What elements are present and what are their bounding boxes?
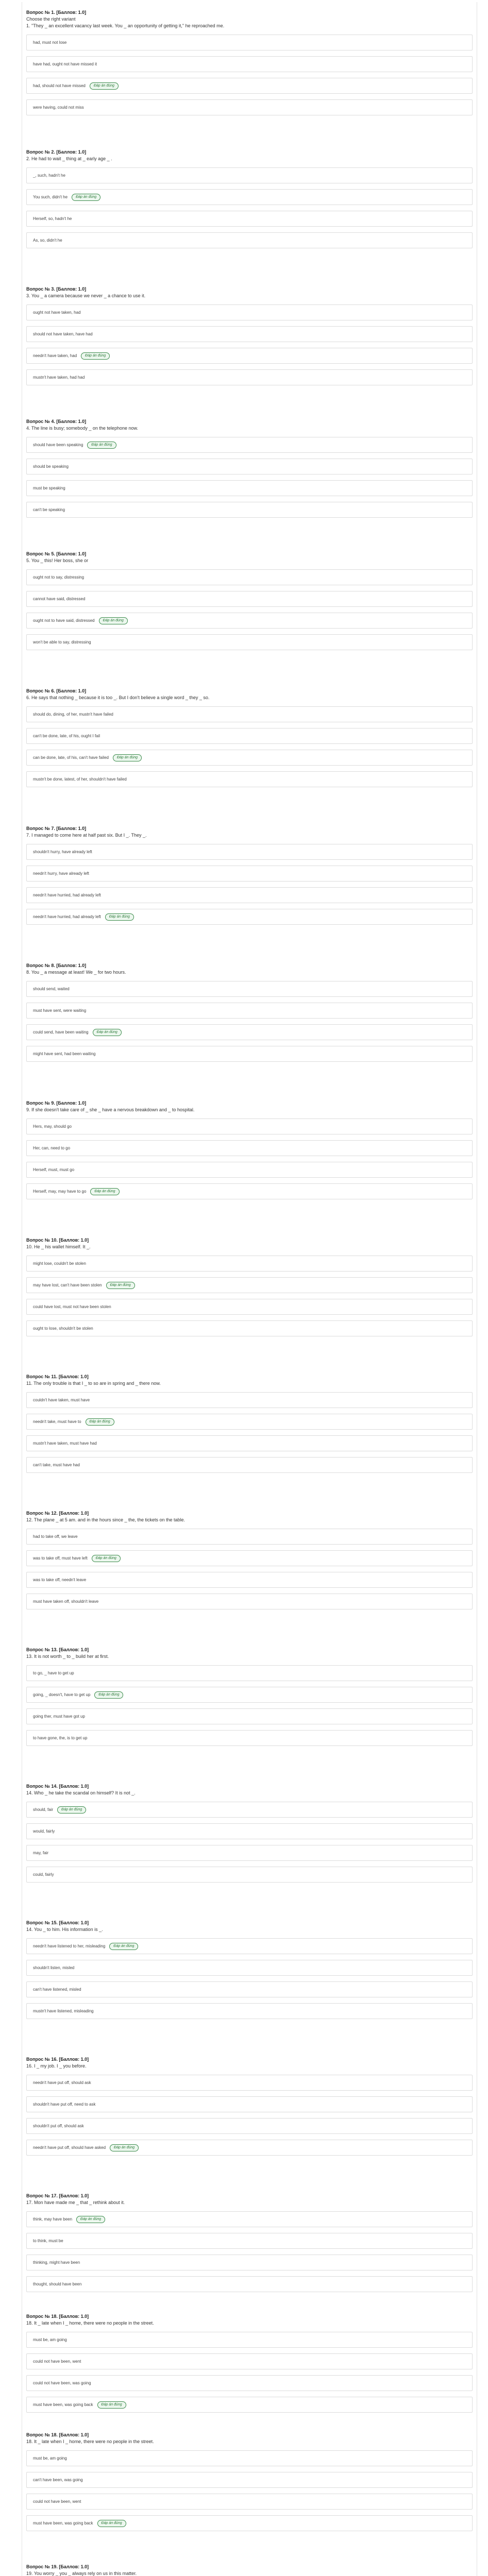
answer-option-text: shouldn't hurry, have already left [33, 850, 92, 854]
answer-options [26, 1256, 473, 1336]
answer-option[interactable] [26, 2096, 473, 2112]
answer-option[interactable] [26, 887, 473, 903]
answer-option[interactable] [26, 1414, 473, 1430]
question-title: Вопрос № 13. [Баллов: 1.0] [26, 1647, 89, 1652]
answer-option[interactable] [26, 1981, 473, 1997]
answer-options [26, 1392, 473, 1473]
question-block [22, 1370, 477, 1479]
correct-answer-badge: Đáp án đúng [72, 194, 100, 201]
answer-option-text: should, fair [33, 1807, 54, 1812]
correct-answer-badge: Đáp án đúng [87, 442, 116, 449]
answer-options [26, 167, 473, 248]
correct-answer-badge: Đáp án đúng [113, 754, 142, 761]
answer-option[interactable] [26, 569, 473, 585]
answer-option[interactable] [26, 1960, 473, 1976]
question-block [22, 1234, 477, 1342]
question-text: 13. It is not worth _ to _ build her at first. [26, 1654, 109, 1659]
correct-answer-badge: Đáp án đúng [76, 2216, 105, 2223]
answer-option-text: might have sent, had been waiting [33, 1052, 96, 1056]
answer-option-text: needn't have put off, should ask [33, 2080, 91, 2085]
answer-option-text: can't have listened, misled [33, 1987, 81, 1992]
question-block [22, 2053, 477, 2161]
answer-option[interactable] [26, 99, 473, 115]
correct-answer-badge: Đáp án đúng [97, 2520, 126, 2527]
question-title: Вопрос № 3. [Баллов: 1.0] [26, 286, 87, 292]
answer-option-text: must be, am going [33, 2456, 67, 2461]
answer-option[interactable] [26, 2450, 473, 2466]
question-text: 10. He _ his wallet himself. It _. [26, 1244, 91, 1249]
answer-option-text: mustn't have listened, misleading [33, 2009, 94, 2013]
answer-option-text: to have gone, the, is to get up [33, 1736, 88, 1740]
answer-option[interactable] [26, 1435, 473, 1451]
question-title: Вопрос № 5. [Баллов: 1.0] [26, 551, 87, 556]
answer-option[interactable] [26, 2140, 473, 2156]
question-block [22, 548, 477, 656]
answer-option[interactable] [26, 771, 473, 787]
answer-option[interactable] [26, 1867, 473, 1883]
question-text: 9. If she doesn't take care of _ she _ have a nervous breakdown and _ to hospital. [26, 1107, 195, 1112]
answer-option[interactable] [26, 844, 473, 860]
answer-options [26, 2450, 473, 2531]
answer-option[interactable] [26, 2515, 473, 2531]
correct-answer-badge: Đáp án đúng [86, 1418, 114, 1426]
answer-option-text: cannot have said, distressed [33, 597, 86, 601]
quiz-panel [22, 2, 477, 2576]
answer-option[interactable] [26, 369, 473, 385]
question-title: Вопрос № 12. [Баллов: 1.0] [26, 1511, 89, 1516]
answer-option[interactable] [26, 1550, 473, 1566]
answer-option-text: can't be done, late, of his, ought I fail [33, 734, 100, 738]
answer-option-text: must be speaking [33, 486, 65, 490]
answer-option[interactable] [26, 1140, 473, 1156]
answer-option-text: needn't have put off, should have asked [33, 2145, 106, 2150]
correct-answer-badge: Đáp án đúng [106, 1282, 135, 1289]
answer-option-text: can be done, late, of his, can't have failed [33, 755, 109, 760]
correct-answer-badge: Đáp án đúng [93, 1029, 122, 1036]
answer-option[interactable] [26, 167, 473, 183]
answer-option-text: Hers, may, should go [33, 1124, 72, 1129]
answer-option-text: thinking, might have been [33, 2260, 80, 2265]
answer-option-text: needn't take, must have to [33, 1419, 81, 1424]
answer-option-text: shouldn't have put off, need to ask [33, 2102, 96, 2107]
answer-option[interactable] [26, 1003, 473, 1019]
answer-option-text: mustn't be done, latest, of her, shouldn't have failed [33, 777, 127, 782]
answer-options [26, 35, 473, 115]
question-text: 14. Who _ he take the scandal on himself? It is not _. [26, 1790, 136, 1795]
answer-options [26, 1665, 473, 1746]
answer-option-text: needn't have taken, had [33, 353, 77, 358]
answer-options [26, 1118, 473, 1199]
answer-option[interactable] [26, 2494, 473, 2510]
answer-option-text: must have been, was going back [33, 2521, 93, 2526]
answer-option[interactable] [26, 1845, 473, 1861]
answer-option-text: must have been, was going back [33, 2402, 93, 2407]
answer-option-text: could have lost, must not have been stolen [33, 1304, 111, 1309]
question-title: Вопрос № 8. [Баллов: 1.0] [26, 963, 87, 968]
answer-option-text: mustn't have taken, must have had [33, 1441, 97, 1446]
answer-option[interactable] [26, 1687, 473, 1703]
question-block [22, 2310, 477, 2418]
question-title: Вопрос № 18. [Баллов: 1.0] [26, 2314, 89, 2319]
answer-option[interactable] [26, 613, 473, 629]
answer-option[interactable] [26, 2118, 473, 2134]
answer-option[interactable] [26, 2233, 473, 2249]
answer-options [26, 304, 473, 385]
question-title: Вопрос № 19. [Баллов: 1.0] [26, 2564, 89, 2569]
answer-option-text: thought, should have been [33, 2282, 82, 2286]
question-block [22, 1507, 477, 1615]
answer-option[interactable] [26, 1457, 473, 1473]
answer-option[interactable] [26, 2276, 473, 2292]
answer-options [26, 2332, 473, 2413]
answer-options [26, 706, 473, 787]
correct-answer-badge: Đáp án đúng [94, 1691, 123, 1699]
question-title: Вопрос № 17. [Баллов: 1.0] [26, 2193, 89, 2198]
answer-option[interactable] [26, 459, 473, 474]
question-block [22, 1643, 477, 1752]
answer-option[interactable] [26, 1183, 473, 1199]
answer-option[interactable] [26, 2332, 473, 2348]
answer-option-text: had, should not have missed [33, 83, 86, 88]
answer-option[interactable] [26, 2472, 473, 2488]
answer-options [26, 844, 473, 925]
question-block [22, 822, 477, 930]
answer-option-text: should not have taken, have had [33, 332, 93, 336]
answer-option-text: shouldn't listen, misled [33, 1965, 75, 1970]
answer-option[interactable] [26, 1277, 473, 1293]
question-title: Вопрос № 9. [Баллов: 1.0] [26, 1100, 87, 1106]
answer-option[interactable] [26, 189, 473, 205]
answer-option-text: have had, ought not have missed it [33, 62, 97, 66]
answer-option-text: was to take off, must have left [33, 1556, 88, 1561]
answer-option[interactable] [26, 1572, 473, 1588]
question-text: 8. You _ a message at least! We _ for two hours. [26, 970, 126, 975]
answer-option[interactable] [26, 1802, 473, 1818]
question-text: 17. Mon have made me _ that _ rethink about it. [26, 2200, 125, 2205]
answer-option[interactable] [26, 502, 473, 518]
answer-option[interactable] [26, 437, 473, 453]
answer-option[interactable] [26, 1730, 473, 1746]
answer-option-text: won't be able to say, distressing [33, 640, 91, 645]
answer-option[interactable] [26, 750, 473, 766]
answer-option-text: Herself, must, must go [33, 1167, 75, 1172]
correct-answer-badge: Đáp án đúng [92, 1555, 121, 1562]
answer-option[interactable] [26, 304, 473, 320]
question-block [22, 2190, 477, 2298]
question-title: Вопрос № 18. [Баллов: 1.0] [26, 2432, 89, 2437]
question-title: Вопрос № 1. [Баллов: 1.0] [26, 10, 87, 15]
answer-option[interactable] [26, 2375, 473, 2391]
answer-option-text: can't have been, was going [33, 2478, 83, 2482]
answer-option-text: could, fairly [33, 1872, 54, 1877]
answer-option[interactable] [26, 591, 473, 607]
answer-option[interactable] [26, 866, 473, 882]
answer-option[interactable] [26, 1823, 473, 1839]
answer-options [26, 1529, 473, 1609]
correct-answer-badge: Đáp án đúng [90, 82, 119, 90]
answer-option[interactable] [26, 1024, 473, 1040]
question-title: Вопрос № 15. [Баллов: 1.0] [26, 1920, 89, 1925]
question-block [22, 1917, 477, 2025]
answer-option-text: going, _ doesn't, have to get up [33, 1692, 91, 1697]
question-text: 5. You _ this! Her boss, she or [26, 558, 89, 563]
question-block [22, 146, 477, 254]
correct-answer-badge: Đáp án đúng [109, 1943, 138, 1950]
answer-option-text: might lose, couldn't be stolen [33, 1261, 86, 1266]
correct-answer-badge: Đáp án đúng [105, 913, 134, 921]
answer-option-text: couldn't have taken, must have [33, 1398, 90, 1402]
answer-option[interactable] [26, 1938, 473, 1954]
answer-option-text: _, such, hadn't he [33, 173, 65, 178]
answer-options [26, 2075, 473, 2156]
answer-option[interactable] [26, 1162, 473, 1178]
correct-answer-badge: Đáp án đúng [110, 2144, 139, 2151]
answer-option[interactable] [26, 1392, 473, 1408]
answer-option[interactable] [26, 1708, 473, 1724]
correct-answer-badge: Đáp án đúng [99, 617, 128, 624]
answer-option[interactable] [26, 706, 473, 722]
correct-answer-badge: Đáp án đúng [97, 2401, 126, 2409]
question-block [22, 2429, 477, 2537]
question-text: Choose the right variant [26, 16, 76, 22]
answer-option-text: think, may have been [33, 2217, 73, 2222]
question-block [22, 1780, 477, 1888]
answer-option-text: had, must not lose [33, 40, 67, 45]
question-text: 2. He had to wait _ thing at _ early age _ . [26, 156, 112, 161]
question-title: Вопрос № 10. [Баллов: 1.0] [26, 1238, 89, 1243]
answer-options [26, 1802, 473, 1883]
question-title: Вопрос № 2. [Баллов: 1.0] [26, 149, 87, 155]
answer-option-text: can't be speaking [33, 507, 65, 512]
question-block [22, 6, 477, 121]
correct-answer-badge: Đáp án đúng [90, 1188, 119, 1195]
answer-option-text: should be speaking [33, 464, 69, 469]
question-block [22, 283, 477, 391]
answer-option-text: As, so, didn't he [33, 238, 62, 243]
answer-option[interactable] [26, 728, 473, 744]
answer-option[interactable] [26, 56, 473, 72]
question-text: 12. The plane _ at 5 am. and in the hours since _ the, the tickets on the table. [26, 1517, 186, 1522]
question-block [22, 959, 477, 1067]
answer-option-text: to go, _ have to get up [33, 1671, 74, 1675]
answer-option[interactable] [26, 326, 473, 342]
answer-option-text: should do, dining, of her, mustn't have failed [33, 712, 113, 717]
correct-answer-badge: Đáp án đúng [57, 1806, 86, 1814]
answer-option-text: can't take, must have had [33, 1463, 80, 1467]
answer-option[interactable] [26, 2353, 473, 2369]
answer-option[interactable] [26, 78, 473, 94]
answer-option[interactable] [26, 1299, 473, 1315]
answer-option-text: to think, must be [33, 2239, 63, 2243]
question-block [22, 2561, 477, 2576]
answer-option-text: may have lost, can't have been stolen [33, 1283, 102, 1287]
answer-option[interactable] [26, 2075, 473, 2091]
answer-option-text: must have taken off, shouldn't leave [33, 1599, 99, 1604]
answer-option-text: needn't have listened to her, misleading [33, 1944, 106, 1948]
answer-option[interactable] [26, 35, 473, 50]
question-text: 11. The only trouble is that I _ to so are in spring and _ there now. [26, 1381, 161, 1386]
answer-options [26, 569, 473, 650]
answer-options [26, 437, 473, 518]
answer-option-text: Herself, may, may have to go [33, 1189, 87, 1194]
answer-option-text: ought not to have said, distressed [33, 618, 95, 623]
question-title: Вопрос № 4. [Баллов: 1.0] [26, 419, 87, 424]
question-title: Вопрос № 6. [Баллов: 1.0] [26, 688, 87, 693]
question-text: 3. You _ a camera because we never _ a chance to use it. [26, 293, 146, 298]
answer-option[interactable] [26, 1256, 473, 1272]
answer-option[interactable] [26, 981, 473, 997]
answer-option-text: going ther, must have got up [33, 1714, 85, 1719]
answer-option-text: could not have been, went [33, 2499, 81, 2504]
answer-option[interactable] [26, 232, 473, 248]
answer-option-text: must be, am going [33, 2337, 67, 2342]
answer-option-text: could send, have been waiting [33, 1030, 89, 1035]
question-title: Вопрос № 14. [Баллов: 1.0] [26, 1784, 89, 1789]
answer-option[interactable] [26, 909, 473, 925]
answer-option[interactable] [26, 1529, 473, 1545]
answer-option[interactable] [26, 1118, 473, 1134]
answer-option[interactable] [26, 2211, 473, 2227]
question-block [22, 415, 477, 523]
answer-option[interactable] [26, 2397, 473, 2413]
question-title: Вопрос № 11. [Баллов: 1.0] [26, 1374, 89, 1379]
answer-options [26, 981, 473, 1062]
answer-option[interactable] [26, 634, 473, 650]
question-text: 14. You _ to him. His information is _. [26, 1927, 103, 1932]
question-text: 7. I managed to come here at half past six. But I _. They _. [26, 833, 147, 838]
answer-option-text: ought to lose, shouldn't be stolen [33, 1326, 93, 1331]
answer-option[interactable] [26, 1046, 473, 1062]
answer-option[interactable] [26, 1594, 473, 1609]
answer-option[interactable] [26, 211, 473, 227]
answer-option-text: must have sent, were waiting [33, 1008, 87, 1013]
answer-option-text: needn't have hurried, had already left [33, 893, 101, 897]
question-text: 18. It _ late when I _ home, there were no people in the street. [26, 2320, 154, 2326]
answer-option[interactable] [26, 480, 473, 496]
question-text: 1. "They _ an excellent vacancy last week. You _ an opportunity of getting it," he reproached me. [26, 23, 225, 28]
question-text: 16. I _ my job. I _ you before. [26, 2063, 87, 2069]
answer-option-text: needn't hurry, have already left [33, 871, 89, 876]
answer-option-text: ought not have taken, had [33, 310, 81, 315]
answer-option[interactable] [26, 2003, 473, 2019]
answer-option-text: had to take off, we leave [33, 1534, 78, 1539]
answer-option-text: Herself, so, hadn't he [33, 216, 72, 221]
answer-option-text: was to take off, needn't leave [33, 1578, 87, 1582]
answer-option-text: should send, waited [33, 987, 70, 991]
answer-option-text: mustn't have taken, had had [33, 375, 85, 380]
question-block [22, 685, 477, 793]
answer-option-text: shouldn't put off, should ask [33, 2124, 84, 2128]
answer-option[interactable] [26, 348, 473, 364]
correct-answer-badge: Đáp án đúng [81, 352, 110, 360]
answer-options [26, 1938, 473, 2019]
question-text: 4. The line is busy; somebody _ on the telephone now. [26, 426, 138, 431]
answer-option-text: could not have been, was going [33, 2381, 91, 2385]
answer-option-text: may, fair [33, 1851, 49, 1855]
answer-option-text: were having, could not miss [33, 105, 84, 110]
question-text: 6. He says that nothing _ because it is too _. But I don't believe a single word _ they _ so. [26, 695, 210, 700]
question-block [22, 1097, 477, 1205]
answer-option[interactable] [26, 1320, 473, 1336]
question-text: 19. You worry _ you _ always rely on us in this matter. [26, 2571, 137, 2576]
answer-option-text: Her, can, need to go [33, 1146, 71, 1150]
answer-option-text: You such, didn't he [33, 195, 68, 199]
question-title: Вопрос № 16. [Баллов: 1.0] [26, 2057, 89, 2062]
answer-option[interactable] [26, 1665, 473, 1681]
question-text: 18. It _ late when I _ home, there were no people in the street. [26, 2439, 154, 2444]
question-title: Вопрос № 7. [Баллов: 1.0] [26, 826, 87, 831]
answer-option-text: should have been speaking [33, 443, 83, 447]
answer-option-text: would, fairly [33, 1829, 55, 1834]
answer-option-text: needn't have hurried, had already left [33, 914, 101, 919]
answer-options [26, 2211, 473, 2292]
answer-option[interactable] [26, 2255, 473, 2270]
answer-option-text: ought not to say, distressing [33, 575, 85, 580]
answer-option-text: could not have been, went [33, 2359, 81, 2364]
